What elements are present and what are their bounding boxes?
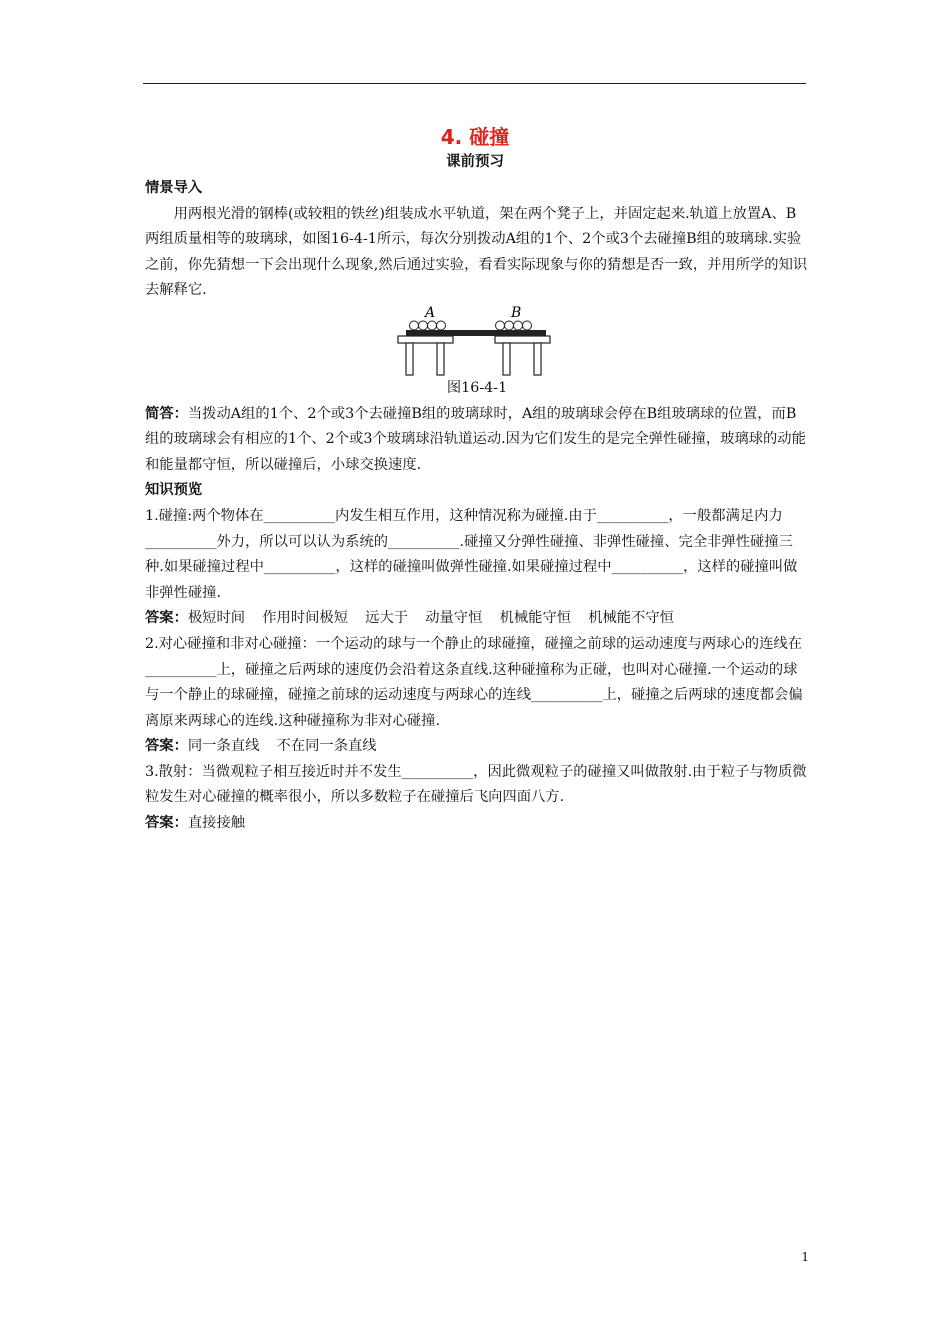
track-diagram [392,304,556,376]
figure-caption: 图16-4-1 [446,379,508,396]
stool-leg [406,343,413,375]
answer-label: 答案： [145,610,188,627]
answer-item: 机械能守恒 [499,610,572,627]
answer-label: 答案： [145,738,188,755]
figure-track-diagram [145,304,809,376]
glass-ball-a [428,321,437,330]
stool-top-right [495,336,550,343]
glass-ball-b [496,321,505,330]
glass-ball-b [505,321,514,330]
page-number: 1 [801,1250,809,1264]
answer-1 [145,606,809,632]
header-rule [143,83,806,84]
page-title: 4. 碰撞 [440,125,510,149]
brief-text: 当拨动A组的1个、2个或3个去碰撞B组的玻璃球时，A组的玻璃球会停在B组玻璃球的位置，而B组的玻璃球会有相应的1个、2个或3个玻璃球沿轨道运动.因为它们发生的是完全弹性碰撞，玻璃球的动能和能量都守恒，所以碰撞后，小球交换速度. [145,405,806,473]
section-heading-preview: 知识预览 [145,482,203,499]
answer-item: 极短时间 [187,610,246,627]
document-body [145,176,809,837]
answer-2 [145,734,809,760]
answer-item: 动量守恒 [425,610,483,627]
page-subtitle: 课前预习 [446,154,504,170]
answer-3 [145,811,809,837]
glass-ball-a [419,321,428,330]
question-3: 3.散射：当微观粒子相互接近时并不发生__________，因此微观粒子的碰撞又叫做散射.由于粒子与物质微粒发生对心碰撞的概率很小，所以多数粒子在碰撞后飞向四面八方. [145,763,807,806]
answer-item: 同一条直线 [187,738,260,755]
label-a: A [425,304,436,321]
track-rail [406,330,546,336]
brief-label: 简答： [145,405,188,422]
answer-item: 机械能不守恒 [588,610,674,627]
answer-item: 不在同一条直线 [276,738,377,755]
glass-ball-b [514,321,523,330]
stool-leg [534,343,541,375]
glass-ball-a [410,321,419,330]
glass-ball-a [437,321,446,330]
question-1: 1.碰撞:两个物体在__________内发生相互作用，这种情况称为碰撞.由于__________，一般都满足内力__________外力，所以可以认为系统的__________.碰撞又分弹性碰撞、非弹性碰撞、完全非弹性碰撞三种.如果碰撞过程中__________，这样的碰撞叫做弹性碰撞.如果碰撞过程中__________，这样的碰撞叫做非弹性碰撞. [145,507,798,601]
question-2: 2.对心碰撞和非对心碰撞：一个运动的球与一个静止的球碰撞，碰撞之前球的运动速度与两球心的连线在__________上，碰撞之后两球的速度仍会沿着这条直线.这种碰撞称为正碰，也叫对心碰撞.一个运动的球与一个静止的球碰撞，碰撞之前球的运动速度与两球心的连线__________上，碰撞之后两球的速度都会偏离原来两球心的连线.这种碰撞称为非对心碰撞. [145,635,803,729]
section-heading-scenario: 情景导入 [145,180,203,196]
answer-item: 直接接触 [187,815,246,832]
answer-label: 答案： [145,815,188,832]
stool-leg [437,343,444,375]
scenario-paragraph: 用两根光滑的钢棒(或较粗的铁丝)组装成水平轨道，架在两个凳子上，并固定起来.轨道上放置A、B两组质量相等的玻璃球，如图16-4-1所示，每次分别拨动A组的1个、2个或3个去碰撞B组的玻璃球.实验之前，你先猜想一下会出现什么现象,然后通过实验，看看实际现象与你的猜想是否一致，并用所学的知识去解释它. [145,205,808,299]
label-b: B [511,304,522,321]
stool-leg [503,343,510,375]
stool-top-left [398,336,453,343]
glass-ball-b [523,321,532,330]
answer-item: 远大于 [365,610,409,627]
brief-answer-paragraph [145,402,809,479]
answer-item: 作用时间极短 [262,610,349,627]
